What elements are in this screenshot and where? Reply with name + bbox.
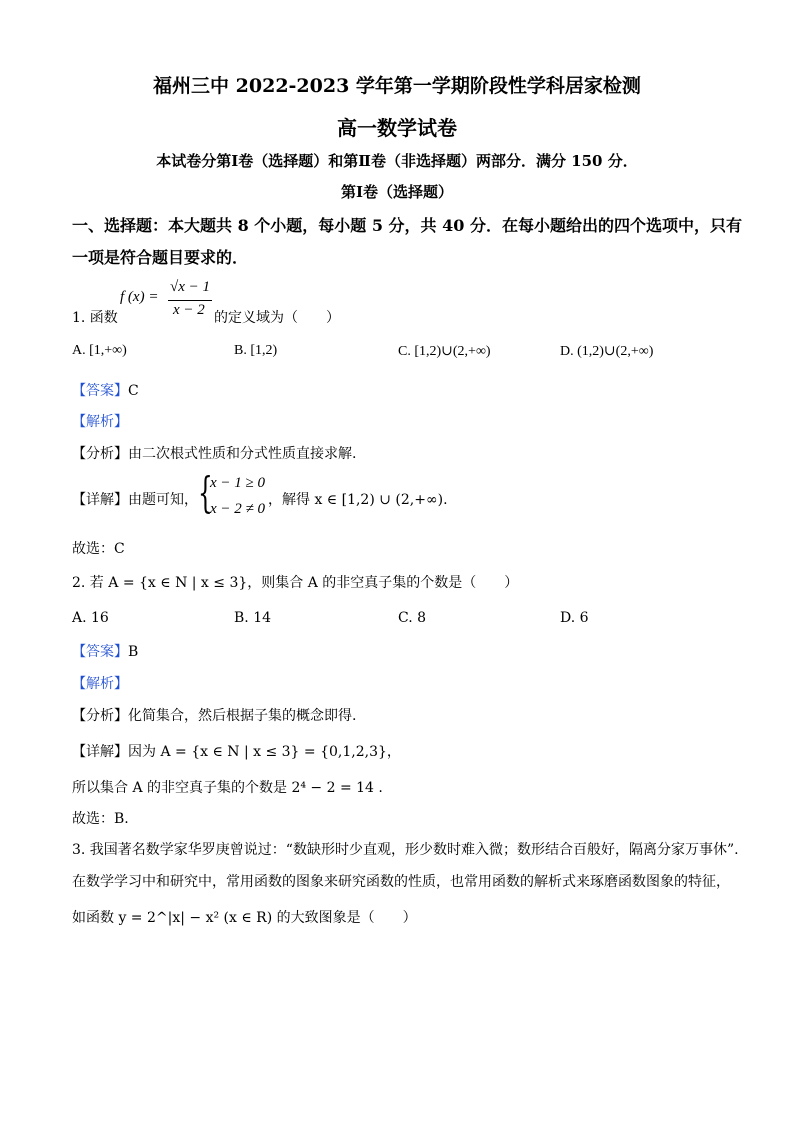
q1-analysis-tag: 【解析】 xyxy=(72,414,128,430)
q1-answer: C xyxy=(128,383,139,399)
q3-line2: 在数学学习中和研究中，常用函数的图象来研究函数的性质，也常用函数的解析式来琢磨函数图象的特征， xyxy=(72,874,730,890)
q1-option-b: B. [1,2) xyxy=(234,343,278,358)
q1-denominator: x − 2 xyxy=(173,302,205,318)
q2-fenxi-line xyxy=(72,705,356,725)
q1-detail-post: ，解得 x ∈ [1,2) ∪ (2,+∞). xyxy=(268,492,448,508)
q1-choose: 故选：C xyxy=(72,541,125,557)
q2-detail-line2: 所以集合 A 的非空真子集的个数是 2⁴ − 2 = 14 . xyxy=(72,780,383,796)
q2-choose: 故选：B. xyxy=(72,811,129,827)
part-title: 第Ⅰ卷（选择题） xyxy=(340,183,454,201)
q1-numerator: √x − 1 xyxy=(170,279,211,295)
section-heading-line1: 一、选择题：本大题共 8 个小题，每小题 5 分，共 40 分．在每小题给出的四个选项中，只有 xyxy=(72,216,742,235)
q2-answer-line xyxy=(72,641,138,661)
q2-fenxi-text: 化简集合，然后根据子集的概念即得. xyxy=(128,708,357,724)
exam-subtitle: 高一数学试卷 xyxy=(337,116,457,140)
q2-option-c: C. 8 xyxy=(398,610,427,626)
q2-detail-line xyxy=(72,741,401,761)
q2-fenxi-tag: 【分析】 xyxy=(72,708,128,724)
q2-option-b: B. 14 xyxy=(234,610,272,626)
exam-intro: 本试卷分第Ⅰ卷（选择题）和第Ⅱ卷（非选择题）两部分．满分 150 分． xyxy=(156,152,638,170)
q2-option-d: D. 6 xyxy=(560,610,589,626)
q1-condition-2: x − 2 ≠ 0 xyxy=(210,501,266,517)
q2-detail-tag: 【详解】 xyxy=(72,744,128,760)
q1-fraction-bar xyxy=(168,300,212,301)
q3-line3: 如函数 y = 2^|x| − x² (x ∈ R) 的大致图象是（ ） xyxy=(72,910,417,926)
q1-condition-1: x − 1 ≥ 0 xyxy=(210,475,266,491)
q3-line1: 3. 我国著名数学家华罗庚曾说过：“数缺形时少直观，形少数时难入微；数形结合百般好，隔离分家万事休”. xyxy=(72,842,739,858)
q1-suffix: 的定义域为（ ） xyxy=(214,310,340,326)
q2-option-a: A. 16 xyxy=(72,610,109,626)
q2-detail-text: 因为 A = {x ∈ N | x ≤ 3} = {0,1,2,3}， xyxy=(128,744,401,760)
q1-fenxi-tag: 【分析】 xyxy=(72,446,128,462)
q1-brace: { xyxy=(198,468,213,517)
q1-detail-pre: 由题可知， xyxy=(128,492,198,508)
q1-function-name: f (x) = xyxy=(120,289,159,305)
q1-fenxi-line xyxy=(72,443,356,463)
q2-answer: B xyxy=(128,644,139,660)
section-heading-line2: 一项是符合题目要求的． xyxy=(72,248,249,267)
exam-title: 福州三中 2022-2023 学年第一学期阶段性学科居家检测 xyxy=(153,75,641,97)
q1-option-d: D. (1,2)∪(2,+∞) xyxy=(560,344,654,359)
q2-stem: 2. 若 A = {x ∈ N | x ≤ 3}，则集合 A 的非空真子集的个数是（ ） xyxy=(72,575,519,591)
q2-answer-tag: 【答案】 xyxy=(72,644,128,660)
q1-prefix: 1. 函数 xyxy=(72,310,118,326)
q1-answer-line xyxy=(72,380,139,400)
q1-fenxi-text: 由二次根式性质和分式性质直接求解. xyxy=(128,446,357,462)
q1-option-a: A. [1,+∞) xyxy=(72,343,127,358)
q2-analysis-tag: 【解析】 xyxy=(72,676,128,692)
q1-detail-lead xyxy=(72,489,198,509)
q1-answer-tag: 【答案】 xyxy=(72,383,128,399)
q1-detail-tag: 【详解】 xyxy=(72,492,128,508)
q1-option-c: C. [1,2)∪(2,+∞) xyxy=(398,344,491,359)
